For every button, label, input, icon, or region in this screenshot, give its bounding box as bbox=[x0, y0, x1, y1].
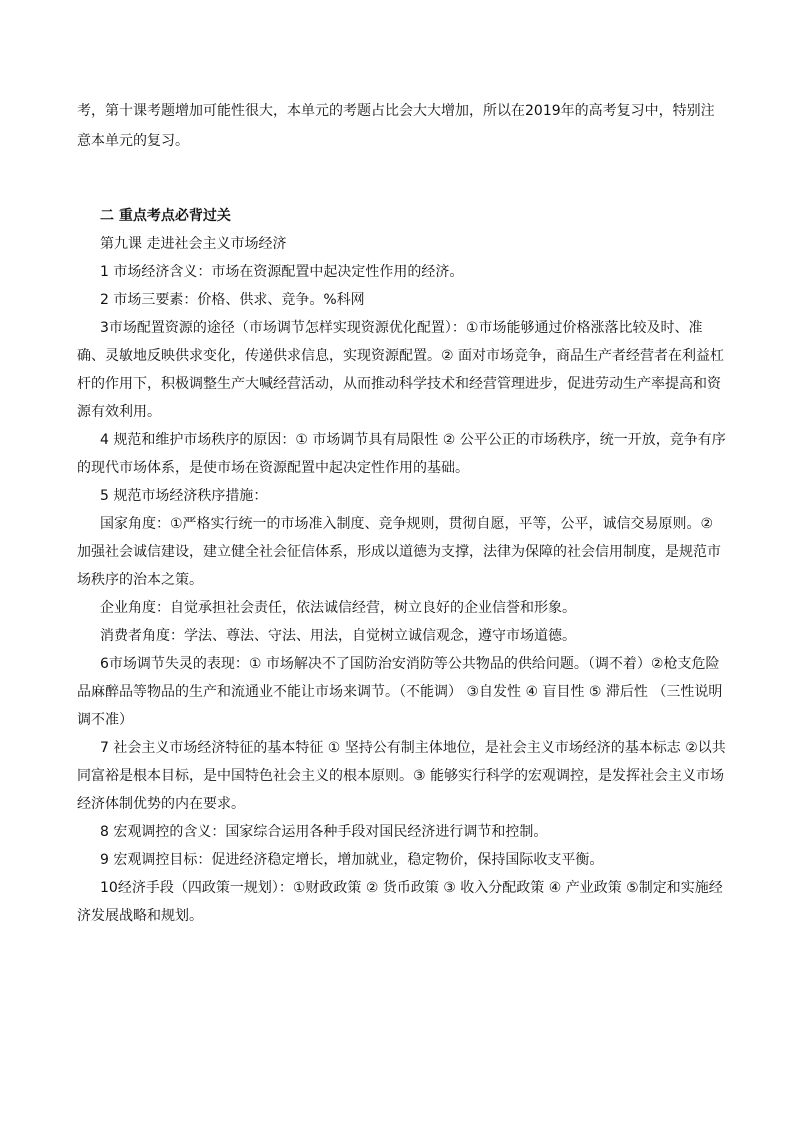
point-2: 2 市场三要素：价格、供求、竞争。%科网 bbox=[100, 292, 365, 308]
point-1: 1 市场经济含义：市场在资源配置中起决定性作用的经济。 bbox=[100, 264, 464, 280]
document-body bbox=[77, 96, 727, 930]
section-spacer bbox=[77, 156, 727, 202]
intro-paragraph: 考，第十课考题增加可能性很大，本单元的考题占比会大大增加，所以在2019年的高考复习中，特别注意本单元的复习。 bbox=[77, 103, 715, 149]
point-4: 4 规范和维护市场秩序的原因：① 市场调节具有局限性 ② 公平公正的市场秩序，统一开放，竞争有序的现代市场体系，是使市场在资源配置中起决定性作用的基础。 bbox=[77, 432, 726, 476]
point-7: 7 社会主义市场经济特征的基本特征 ① 坚持公有制主体地位，是社会主义市场经济的基本标志 ②以共同富裕是根本目标，是中国特色社会主义的根本原则。③ 能够实行科学的宏观调控，是发挥社会主义市场经济体制优势的内在要求。 bbox=[77, 740, 726, 812]
point-9: 9 宏观调控目标：促进经济稳定增长，增加就业，稳定物价，保持国际收支平衡。 bbox=[100, 852, 604, 868]
point-5-enterprise: 企业角度：自觉承担社会责任，依法诚信经营，树立良好的企业信誉和形象。 bbox=[100, 600, 576, 616]
point-8: 8 宏观调控的含义：国家综合运用各种手段对国民经济进行调节和控制。 bbox=[100, 824, 548, 840]
point-10: 10经济手段（四政策一规划）：①财政政策 ② 货币政策 ③ 收入分配政策 ④ 产业政策 ⑤制定和实施经济发展战略和规划。 bbox=[77, 880, 723, 924]
point-5-consumer: 消费者角度：学法、尊法、守法、用法，自觉树立诚信观念，遵守市场道德。 bbox=[100, 628, 576, 644]
point-5-state: 国家角度：①严格实行统一的市场准入制度、竞争规则，贯彻自愿，平等，公平，诚信交易原则。②加强社会诚信建设，建立健全社会征信体系，形成以道德为支撑，法律为保障的社会信用制度，是规范市场秩序的治本之策。 bbox=[77, 516, 721, 588]
section-heading: 二 重点考点必背过关 bbox=[100, 208, 231, 224]
lesson-heading: 第九课 走进社会主义市场经济 bbox=[100, 236, 287, 252]
point-6: 6市场调节失灵的表现：① 市场解决不了国防治安消防等公共物品的供给问题。（调不着）②枪支危险品麻醉品等物品的生产和流通业不能让市场来调节。（不能调） ③自发性 ④ 盲目性 ⑤ 滞后性 （三性说明调不准） bbox=[77, 656, 723, 728]
point-5: 5 规范市场经济秩序措施： bbox=[100, 488, 268, 504]
point-3: 3市场配置资源的途径（市场调节怎样实现资源优化配置）：①市场能够通过价格涨落比较及时、准确、灵敏地反映供求变化，传递供求信息，实现资源配置。② 面对市场竞争，商品生产者经营者在利益杠杆的作用下，积极调整生产大喊经营活动，从而推动科学技术和经营管理进步，促进劳动生产率提高和资源有效利用。 bbox=[77, 320, 724, 420]
